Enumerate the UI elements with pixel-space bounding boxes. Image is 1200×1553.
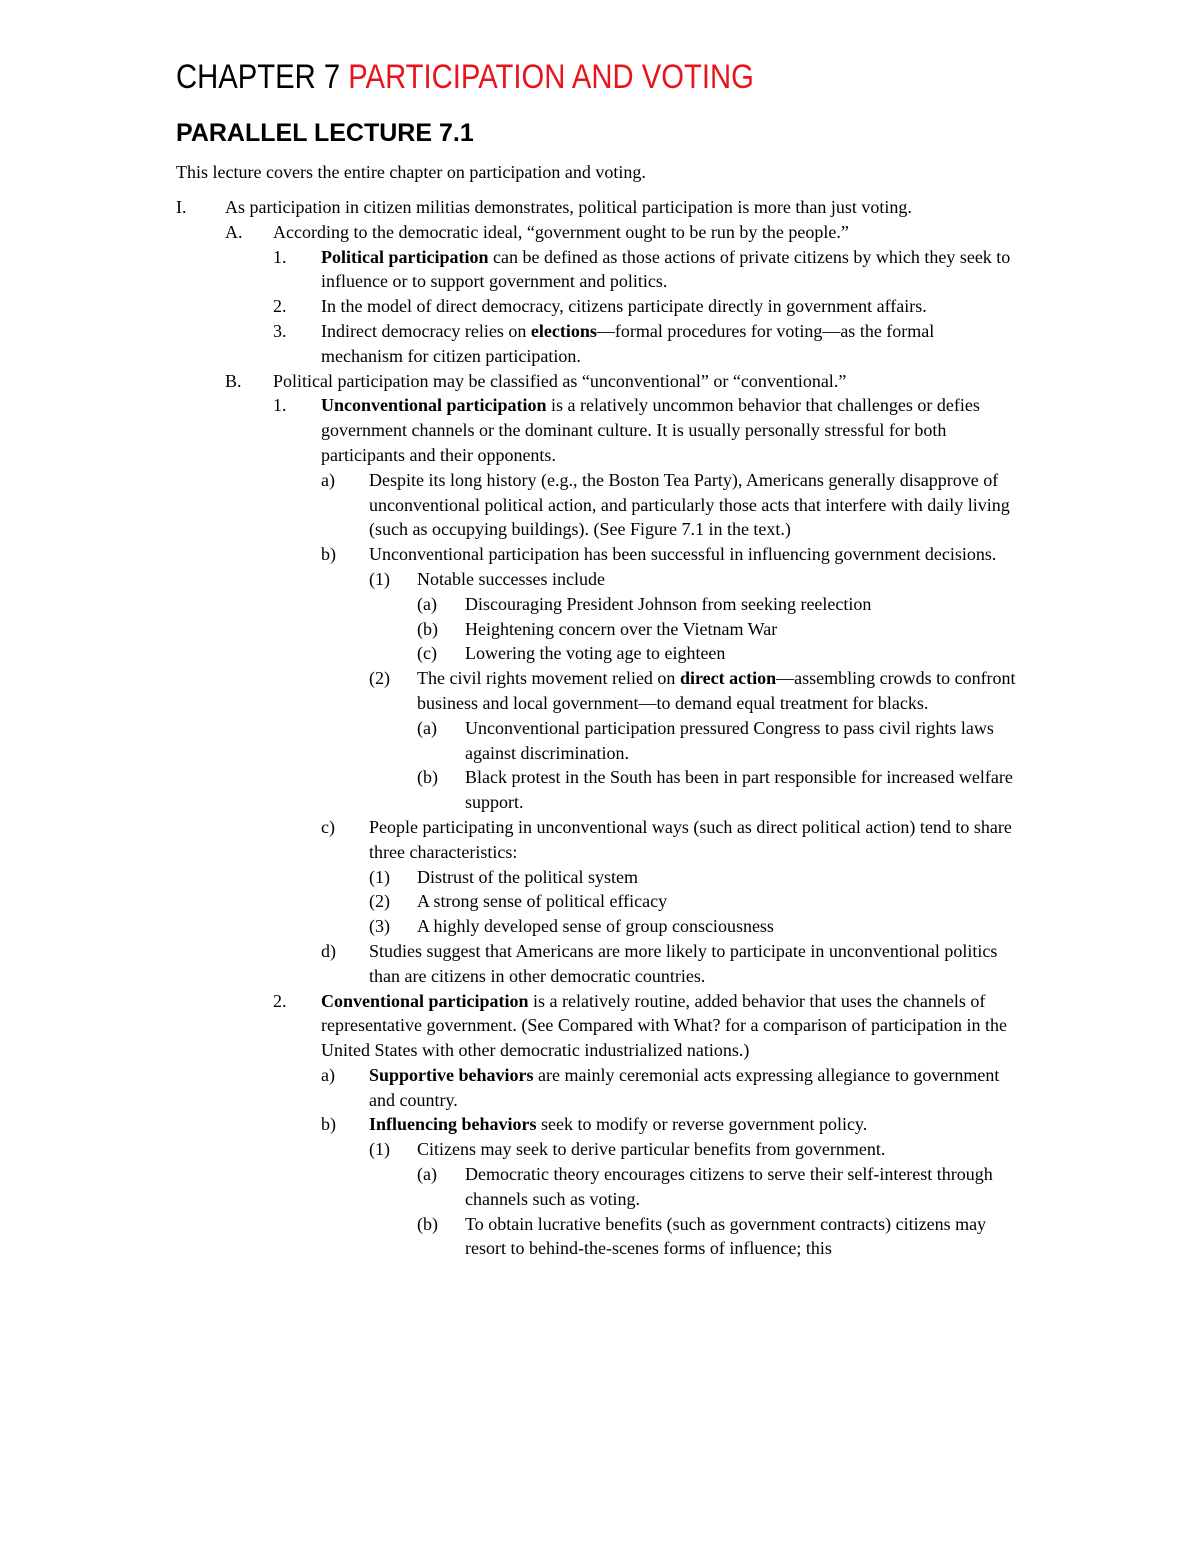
outline-item	[0, 294, 1200, 319]
outline-text	[321, 319, 1015, 369]
outline-text-body: Heightening concern over the Vietnam War	[465, 618, 778, 639]
outline-marker: 2.	[273, 296, 287, 317]
outline-marker: (1)	[369, 866, 390, 887]
outline-text-body: A highly developed sense of group consciousness	[417, 916, 774, 937]
outline-marker: (c)	[417, 643, 437, 664]
outline-text-body: seek to modify or reverse government policy.	[536, 1114, 868, 1135]
outline-text-body: Citizens may seek to derive particular benefits from government.	[417, 1139, 886, 1160]
outline-item	[0, 592, 1200, 617]
chapter-number: CHAPTER 7	[176, 58, 349, 96]
outline-text-body: —assembling crowds to confront business and local government—to demand equal treatment for blacks.	[417, 668, 1016, 713]
outline-marker: 2.	[273, 990, 287, 1011]
outline-marker: (3)	[369, 916, 390, 937]
outline-text	[369, 939, 1029, 989]
key-term: Influencing behaviors	[369, 1114, 537, 1135]
outline-item	[0, 815, 1200, 865]
outline-text-body: is a relatively uncommon behavior that challenges or defies government channels or the dominant culture. It is usually personally stressful for both participants and their opponents.	[321, 395, 980, 465]
outline-text	[465, 1212, 1030, 1262]
outline-text	[369, 815, 1029, 865]
outline-marker: (a)	[417, 593, 437, 614]
outline-item	[0, 567, 1200, 592]
outline-text-body: As participation in citizen militias demonstrates, political participation is more than just voting.	[225, 197, 912, 217]
outline-text	[417, 865, 1027, 890]
outline-marker: 1.	[273, 246, 287, 267]
outline-text-body: People participating in unconventional ways (such as direct political action) tend to share three characteristics:	[369, 816, 1012, 862]
outline-text-body: Black protest in the South has been in part responsible for increased welfare support.	[465, 767, 1013, 813]
outline-item	[0, 220, 1200, 245]
outline-item	[0, 666, 1200, 716]
outline-text-body: To obtain lucrative benefits (such as government contracts) citizens may resort to behind-the-scenes forms of influence; this	[465, 1213, 987, 1259]
outline-text	[465, 765, 1030, 815]
outline-text-body: Lowering the voting age to eighteen	[465, 643, 726, 664]
outline-marker: (2)	[369, 668, 390, 689]
outline-text	[465, 592, 1030, 617]
outline-item	[0, 889, 1200, 914]
outline-item	[0, 617, 1200, 642]
outline-text-lead: The civil rights movement relied on	[417, 668, 680, 689]
outline-marker: b)	[321, 544, 336, 565]
outline-text	[321, 393, 1015, 467]
chapter-title	[176, 56, 754, 98]
outline-text	[369, 1112, 1029, 1137]
outline-item	[0, 1063, 1200, 1113]
outline-text-body: Political participation may be classified as “unconventional” or “conventional.”	[273, 370, 847, 391]
outline-text-body: are mainly ceremonial acts expressing allegiance to government and country.	[369, 1064, 1000, 1110]
outline-item	[0, 939, 1200, 989]
outline-text	[465, 1162, 1030, 1212]
outline-item	[0, 542, 1200, 567]
key-term: direct action	[679, 668, 777, 689]
outline-text-body: Despite its long history (e.g., the Boston Tea Party), Americans generally disapprove of unconventional political action, and particularly those acts that interfere with daily living (such as occupying buildings). (See Figure 7.1 in the text.)	[369, 469, 1010, 540]
outline-text-body: A strong sense of political efficacy	[417, 891, 668, 912]
outline-text-body: is a relatively routine, added behavior that uses the channels of representative government. (See Compared with What? for a comparison of participation in the United States with other democratic industrialized nations.)	[321, 990, 1007, 1061]
outline-text-body: Discouraging President Johnson from seeking reelection	[465, 593, 872, 614]
outline-item	[0, 765, 1200, 815]
outline-text	[321, 245, 1015, 295]
outline-marker: a)	[321, 1064, 335, 1085]
outline-text	[465, 641, 1030, 666]
outline-item	[0, 1137, 1200, 1162]
outline-text	[417, 889, 1027, 914]
outline-marker: 3.	[273, 320, 287, 341]
outline-text-body: can be defined as those actions of private citizens by which they seek to influence or to support government and politics.	[321, 246, 1011, 292]
chapter-topic: PARTICIPATION AND VOTING	[348, 58, 754, 96]
outline-item	[0, 1212, 1200, 1262]
outline-marker: I.	[176, 197, 187, 217]
outline-text-body: According to the democratic ideal, “government ought to be run by the people.”	[273, 221, 849, 242]
outline-text-body: In the model of direct democracy, citizens participate directly in government affairs.	[321, 296, 927, 317]
outline-item	[0, 245, 1200, 295]
outline-text-lead: Indirect democracy relies on	[321, 320, 531, 341]
outline-marker: c)	[321, 816, 335, 837]
outline-item	[0, 716, 1200, 766]
outline-marker: (b)	[417, 618, 438, 639]
outline-item	[0, 641, 1200, 666]
outline-text	[417, 666, 1027, 716]
outline-text	[321, 294, 1015, 319]
outline-item	[0, 468, 1200, 542]
outline-text	[369, 1063, 1029, 1113]
outline-marker: (1)	[369, 568, 390, 589]
outline-text-body: Studies suggest that Americans are more likely to participate in unconventional politics than are citizens in other democratic countries.	[369, 940, 998, 986]
outline-text	[465, 716, 1030, 766]
outline-text-body: Unconventional participation has been successful in influencing government decisions.	[369, 544, 997, 565]
outline-text-body: —formal procedures for voting—as the formal mechanism for citizen participation.	[321, 320, 935, 366]
outline-marker: d)	[321, 940, 336, 961]
outline-item	[0, 195, 1200, 220]
key-term: Conventional participation	[321, 990, 529, 1011]
outline-item	[0, 393, 1200, 467]
key-term: elections	[530, 320, 597, 341]
outline-item	[0, 914, 1200, 939]
outline-text	[225, 195, 1005, 220]
outline-item	[0, 1112, 1200, 1137]
outline-marker: (1)	[369, 1139, 390, 1160]
outline-text	[369, 542, 1029, 567]
lecture-outline	[0, 195, 1200, 1261]
outline-marker: (2)	[369, 891, 390, 912]
outline-item	[0, 865, 1200, 890]
outline-marker: A.	[225, 221, 243, 242]
intro-paragraph: This lecture covers the entire chapter on participation and voting.	[176, 162, 646, 182]
outline-marker: (b)	[417, 767, 438, 788]
outline-marker: B.	[225, 370, 242, 391]
outline-marker: (b)	[417, 1213, 438, 1234]
outline-text-body: Distrust of the political system	[417, 866, 638, 887]
outline-text	[417, 914, 1027, 939]
outline-text	[417, 1137, 1027, 1162]
outline-text	[273, 220, 1013, 245]
outline-text	[273, 369, 1013, 394]
key-term: Supportive behaviors	[369, 1064, 534, 1085]
outline-marker: 1.	[273, 395, 287, 416]
outline-marker: (a)	[417, 717, 437, 738]
outline-text-body: Notable successes include	[417, 568, 605, 589]
outline-marker: a)	[321, 469, 335, 490]
outline-item	[0, 369, 1200, 394]
outline-text	[369, 468, 1029, 542]
outline-marker: b)	[321, 1114, 336, 1135]
key-term: Political participation	[321, 246, 489, 267]
outline-marker: (a)	[417, 1164, 437, 1185]
outline-text	[321, 989, 1015, 1063]
outline-text-body: Unconventional participation pressured Congress to pass civil rights laws against discrimination.	[465, 717, 994, 763]
key-term: Unconventional participation	[321, 395, 547, 416]
outline-text	[465, 617, 1030, 642]
lecture-title: PARALLEL LECTURE 7.1	[176, 119, 474, 147]
outline-text-body: Democratic theory encourages citizens to serve their self-interest through channels such as voting.	[465, 1164, 993, 1209]
outline-item	[0, 989, 1200, 1063]
outline-item	[0, 319, 1200, 369]
outline-item	[0, 1162, 1200, 1212]
outline-text	[417, 567, 1027, 592]
